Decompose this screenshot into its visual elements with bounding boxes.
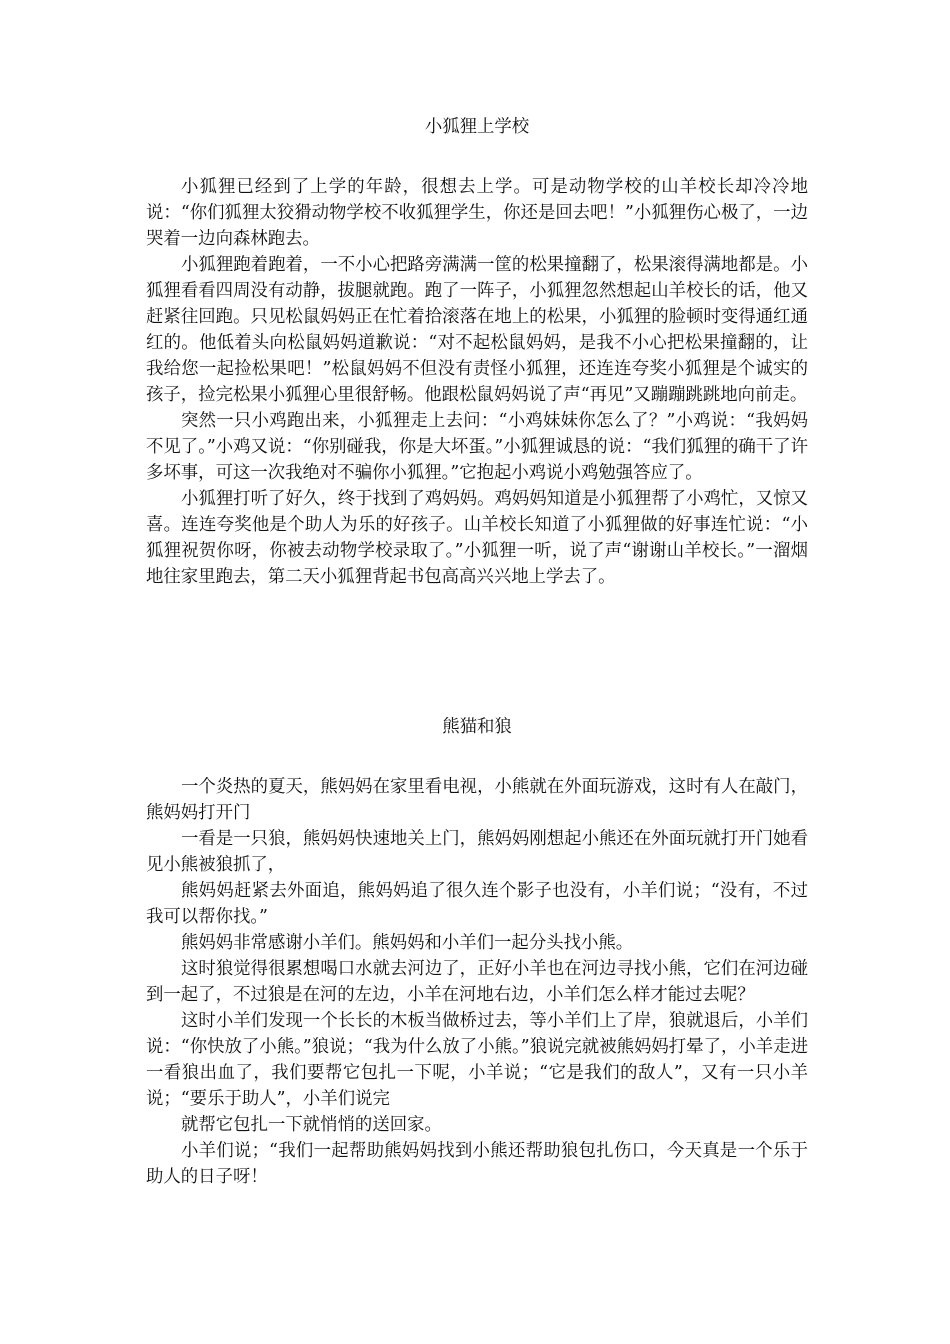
story-paragraph: 小狐狸已经到了上学的年龄，很想去上学。可是动物学校的山羊校长却冷冷地说：“你们狐狸太狡猾动物学校不收狐狸学生，你还是回去吧！”小狐狸伤心极了，一边哭着一边向森林跑去。 <box>146 177 808 249</box>
story-panda-and-wolf <box>146 714 808 1190</box>
story-title: 小狐狸上学校 <box>424 117 530 137</box>
story-paragraph: 小狐狸跑着跑着，一不小心把路旁满满一筐的松果撞翻了，松果滚得满地都是。小狐狸看看四周没有动静，拔腿就跑。跑了一阵子，小狐狸忽然想起山羊校长的话，他又赶紧往回跑。只见松鼠妈妈正在忙着拾滚落在地上的松果，小狐狸的脸顿时变得通红通红的。他低着头向松鼠妈妈道歉说：“对不起松鼠妈妈，是我不小心把松果撞翻的，让我给您一起捡松果吧！”松鼠妈妈不但没有责怪小狐狸，还连连夸奖小狐狸是个诚实的孩子，捡完松果小狐狸心里很舒畅。他跟松鼠妈妈说了声“再见”又蹦蹦跳跳地向前走。 <box>146 255 808 405</box>
story-paragraph: 小狐狸打听了好久，终于找到了鸡妈妈。鸡妈妈知道是小狐狸帮了小鸡忙，又惊又喜。连连夸奖他是个助人为乐的好孩子。山羊校长知道了小狐狸做的好事连忙说：“小狐狸祝贺你呀，你被去动物学校录取了。”小狐狸一听，说了声“谢谢山羊校长。”一溜烟地往家里跑去，第二天小狐狸背起书包高高兴兴地上学去了。 <box>146 489 808 587</box>
story-paragraph: 熊妈妈赶紧去外面追，熊妈妈追了很久连个影子也没有，小羊们说；“没有，不过我可以帮你找。” <box>146 881 808 927</box>
story-fox-goes-to-school <box>146 114 808 590</box>
story-paragraph: 这时小羊们发现一个长长的木板当做桥过去，等小羊们上了岸，狼就退后，小羊们说：“你快放了小熊。”狼说；“我为什么放了小熊。”狼说完就被熊妈妈打晕了，小羊走进一看狼出血了，我们要帮它包扎一下呢，小羊说；“它是我们的敌人”，又有一只小羊说；“要乐于助人”，小羊们说完 <box>146 1011 808 1109</box>
story-paragraph: 突然一只小鸡跑出来，小狐狸走上去问：“小鸡妹妹你怎么了？”小鸡说：“我妈妈不见了。”小鸡又说：“你别碰我，你是大坏蛋。”小狐狸诚恳的说：“我们狐狸的确干了许多坏事，可这一次我绝对不骗你小狐狸。”它抱起小鸡说小鸡勉强答应了。 <box>146 411 808 483</box>
story-paragraph: 一看是一只狼，熊妈妈快速地关上门，熊妈妈刚想起小熊还在外面玩就打开门她看见小熊被狼抓了， <box>146 829 808 875</box>
story-title: 熊猫和狼 <box>442 717 512 737</box>
story-paragraph: 就帮它包扎一下就悄悄的送回家。 <box>181 1115 442 1135</box>
story-paragraph: 一个炎热的夏天，熊妈妈在家里看电视，小熊就在外面玩游戏，这时有人在敲门，熊妈妈打开门 <box>146 777 808 823</box>
story-paragraph: 这时狼觉得很累想喝口水就去河边了，正好小羊也在河边寻找小熊，它们在河边碰到一起了，不过狼是在河的左边，小羊在河地右边，小羊们怎么样才能过去呢？ <box>146 959 808 1005</box>
story-paragraph: 小羊们说；“我们一起帮助熊妈妈找到小熊还帮助狼包扎伤口，今天真是一个乐于助人的日子呀！ <box>146 1141 808 1187</box>
story-paragraph: 熊妈妈非常感谢小羊们。熊妈妈和小羊们一起分头找小熊。 <box>181 933 634 953</box>
